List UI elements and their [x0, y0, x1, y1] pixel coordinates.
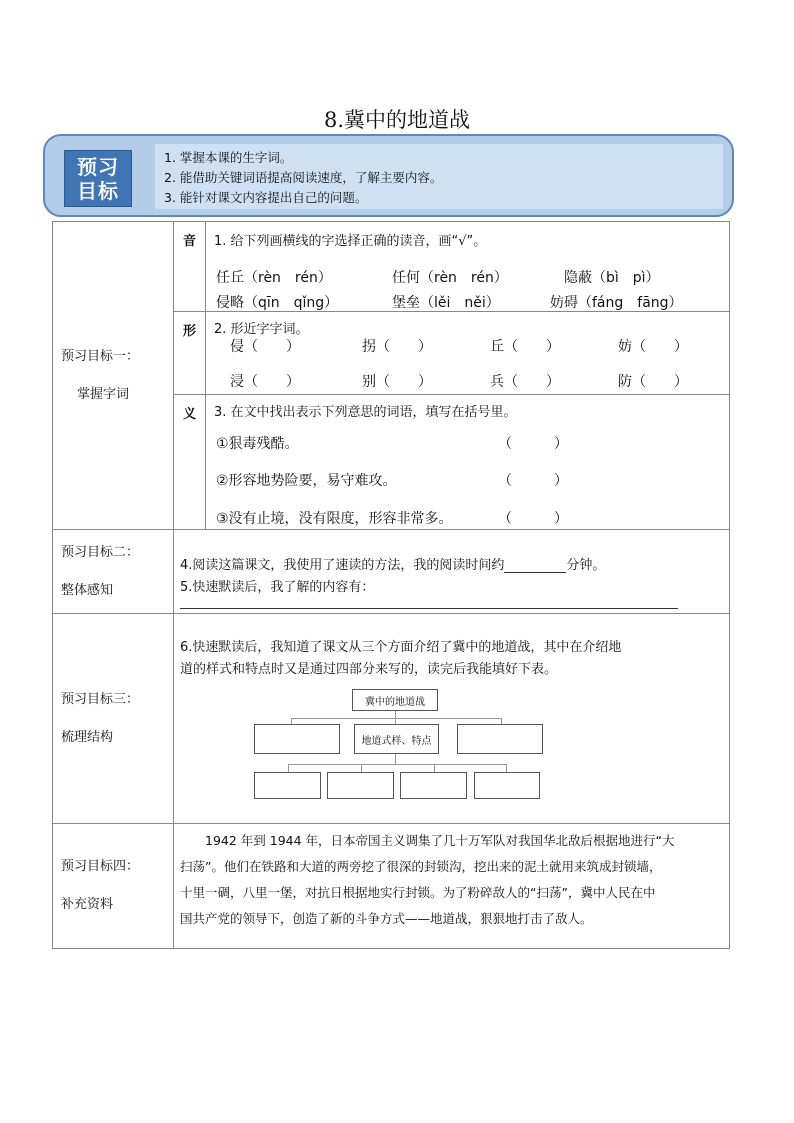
structure-middle-box: 地道式样、特点 — [354, 724, 439, 754]
section4-label-line2: 补充资料 — [61, 897, 114, 912]
xing-item: 别（ ） — [362, 374, 432, 390]
yi-item: ②形容地势险要，易守难攻。 — [216, 473, 397, 489]
yi-blank: （ ） — [498, 473, 568, 489]
xing-cell — [206, 312, 730, 395]
supplement-line: 十里一碉，八里一堡，对抗日根据地实行封锁。为了粉碎敌人的“扫荡”，冀中人民在中 — [180, 885, 656, 900]
section3-cell — [174, 614, 730, 824]
supplement-line: 1942 年到 1944 年，日本帝国主义调集了几十万军队对我国华北敌后根据地进行“大 — [180, 833, 675, 848]
xing-tag: 形 — [174, 312, 206, 395]
page-title: 8.冀中的地道战 — [323, 108, 471, 132]
structure-sub-box[interactable] — [474, 772, 540, 799]
yin-cell — [206, 222, 730, 312]
structure-blank-box-left[interactable] — [254, 724, 340, 754]
section2-label-line2: 整体感知 — [61, 582, 114, 598]
section1-label-line1: 预习目标一： — [61, 348, 140, 364]
connector — [395, 754, 396, 764]
xing-item: 兵（ ） — [490, 374, 560, 390]
supplement-line: 扫荡”。他们在铁路和大道的两旁挖了很深的封锁沟，挖出来的泥土就用来筑成封锁墙， — [180, 859, 662, 874]
section4-cell — [174, 824, 730, 949]
yi-blank: （ ） — [498, 511, 568, 527]
yin-item: 任丘（rèn rén） — [216, 270, 332, 286]
yi-prompt: 3. 在文中找出表示下列意思的词语，填写在括号里。 — [214, 405, 517, 420]
connector — [434, 764, 435, 772]
section2-label — [53, 530, 174, 614]
structure-blank-box-right[interactable] — [457, 724, 543, 754]
xing-item: 丘（ ） — [490, 339, 560, 355]
yin-item: 隐蔽（bì pì） — [564, 270, 660, 286]
yi-item: ③没有止境，没有限度，形容非常多。 — [216, 511, 453, 527]
structure-sub-box[interactable] — [254, 772, 321, 799]
structure-sub-box[interactable] — [400, 772, 467, 799]
section1-label — [53, 222, 174, 530]
yi-tag: 义 — [174, 395, 206, 530]
yin-item: 堡垒（lěi něi） — [392, 295, 500, 311]
supplement-line: 国共产党的领导下，创造了新的斗争方式——地道战，狠狠地打击了敌人。 — [180, 911, 593, 926]
supplement-text — [174, 824, 729, 932]
connector — [395, 711, 396, 718]
connector — [288, 764, 506, 765]
section2-cell — [174, 530, 730, 614]
preview-table — [52, 221, 730, 949]
goal-item: 3. 能针对课文内容提出自己的问题。 — [164, 190, 368, 205]
yin-tag: 音 — [174, 222, 206, 312]
yin-item: 任何（rèn rén） — [392, 270, 508, 286]
xing-item: 侵（ ） — [230, 339, 300, 355]
yi-item: ①狠毒残酷。 — [216, 436, 299, 452]
section3-label-line2: 梳理结构 — [61, 729, 114, 745]
connector — [361, 764, 362, 772]
yi-blank: （ ） — [498, 436, 568, 452]
goal-item: 1. 掌握本课的生字词。 — [164, 150, 293, 165]
section4-label-line1: 预习目标四： — [61, 859, 140, 874]
section1-label-line2: 掌握字词 — [77, 386, 130, 402]
connector — [288, 764, 289, 772]
q4-blank[interactable] — [504, 558, 566, 573]
connector — [506, 764, 507, 772]
q5-text: 5.快速默读后，我了解的内容有： — [180, 580, 375, 595]
structure-top-box: 冀中的地道战 — [352, 689, 438, 711]
goals-banner — [43, 134, 734, 217]
badge-line-2: 目标 — [77, 179, 119, 203]
xing-item: 拐（ ） — [362, 339, 432, 355]
xing-item: 防（ ） — [618, 374, 688, 390]
goals-list — [155, 144, 723, 209]
yin-item: 妨碍（fáng fāng） — [550, 295, 683, 311]
connector — [291, 718, 501, 719]
section3-label — [53, 614, 174, 824]
yin-prompt: 1. 给下列画横线的字选择正确的读音，画“√”。 — [214, 234, 487, 249]
section3-label-line1: 预习目标三： — [61, 691, 140, 707]
q5-answer-line[interactable] — [180, 608, 678, 609]
xing-item: 妨（ ） — [618, 339, 688, 355]
structure-sub-box[interactable] — [327, 772, 394, 799]
q6-line2: 道的样式和特点时又是通过四部分来写的，读完后我能填好下表。 — [180, 662, 558, 677]
q4-text: 4.阅读这篇课文，我使用了速读的方法，我的阅读时间约 分钟。 — [180, 558, 606, 573]
q6-line1: 6.快速默读后，我知道了课文从三个方面介绍了冀中的地道战，其中在介绍地 — [180, 640, 622, 655]
yi-cell — [206, 395, 730, 530]
goal-item: 2. 能借助关键词语提高阅读速度，了解主要内容。 — [164, 170, 443, 185]
xing-prompt: 2. 形近字字词。 — [214, 322, 309, 337]
xing-item: 浸（ ） — [230, 374, 300, 390]
yin-item: 侵略（qīn qǐng） — [216, 295, 339, 311]
section2-label-line1: 预习目标二： — [61, 544, 140, 560]
section4-label — [53, 824, 174, 949]
badge-line-1: 预习 — [77, 155, 119, 179]
goals-badge — [64, 150, 132, 207]
